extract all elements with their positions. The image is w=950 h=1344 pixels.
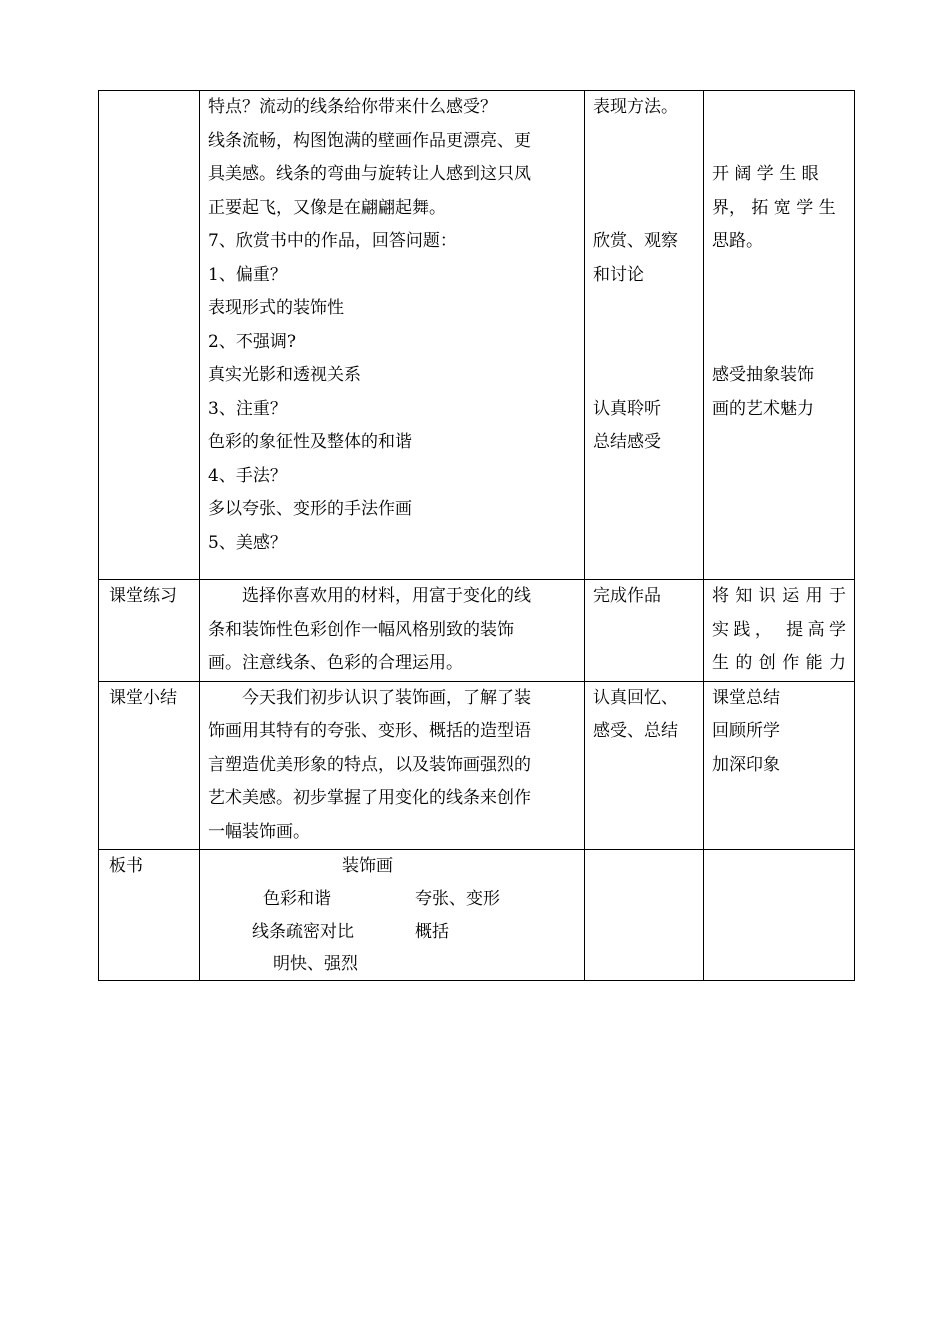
design-intent-cell: [704, 91, 855, 580]
content-line: 正要起飞，又像是在翩翩起舞。: [208, 197, 446, 218]
content-line: 一幅装饰画。: [208, 821, 310, 842]
blackboard-cell: [200, 850, 585, 981]
content-line: 艺术美感。初步掌握了用变化的线条来创作: [208, 788, 531, 808]
design-intent-cell: [704, 681, 855, 850]
design-intent-line: 感受抽象装饰: [712, 365, 814, 385]
design-intent-line: 加深印象: [712, 754, 780, 775]
student-activity-cell: [585, 681, 704, 850]
blackboard-item: 夸张、变形: [415, 889, 500, 909]
design-intent-line: 开 阔 学 生 眼: [712, 164, 819, 184]
lesson-plan-table: [98, 90, 855, 981]
stage-label: 课堂小结: [99, 681, 200, 850]
design-intent-line: 思路。: [712, 231, 763, 251]
stage-cell: [99, 91, 200, 580]
content-line: 多以夸张、变形的手法作画: [208, 499, 412, 519]
design-intent-line: 回顾所学: [712, 721, 780, 741]
design-intent-line: 生的创作能力: [712, 653, 846, 673]
student-activity-line: 认真回忆、: [593, 687, 678, 708]
table-row: [99, 91, 855, 580]
content-line: 7、欣赏书中的作品，回答问题：: [208, 231, 457, 251]
content-line: 色彩的象征性及整体的和谐: [208, 432, 412, 452]
student-activity-cell: [585, 850, 704, 981]
content-line: 真实光影和透视关系: [208, 365, 361, 385]
blackboard-item: 色彩和谐: [263, 889, 331, 909]
content-cell: [200, 681, 585, 850]
design-intent-line: 将知识运用于: [712, 586, 846, 606]
content-cell: [200, 91, 585, 580]
content-line: 4、手法？: [208, 465, 287, 486]
content-line: 5、美感？: [208, 532, 287, 553]
design-intent-cell: [704, 580, 855, 682]
table-row: [99, 681, 855, 850]
content-line: 今天我们初步认识了装饰画，了解了装: [242, 687, 531, 708]
design-intent-line: 画的艺术魅力: [712, 398, 814, 419]
blackboard-layout: [208, 850, 576, 980]
student-activity-line: 表现方法。: [593, 97, 678, 117]
student-activity-line: 欣赏、观察: [593, 231, 678, 251]
content-line: 特点？流动的线条给你带来什么感受？: [208, 97, 497, 117]
blackboard-item: 线条疏密对比: [252, 922, 354, 942]
content-line: 具美感。线条的弯曲与旋转让人感到这只凤: [208, 164, 531, 184]
student-activity-line: 和讨论: [593, 264, 644, 285]
blackboard-item: 概括: [415, 922, 449, 942]
content-line: 线条流畅，构图饱满的壁画作品更漂亮、更: [208, 130, 531, 151]
student-activity-line: 感受、总结: [593, 721, 678, 741]
content-line: 饰画用其特有的夸张、变形、概括的造型语: [208, 721, 531, 741]
design-intent-line: 课堂总结: [712, 687, 780, 708]
student-activity-cell: [585, 580, 704, 682]
table-row: [99, 850, 855, 981]
content-line: 1、偏重？: [208, 264, 287, 285]
content-line: 言塑造优美形象的特点，以及装饰画强烈的: [208, 754, 531, 775]
content-line: 画。注意线条、色彩的合理运用。: [208, 653, 463, 673]
content-line: 3、注重？: [208, 398, 287, 419]
stage-label: 课堂练习: [99, 580, 200, 682]
stage-label: 板书: [99, 850, 200, 981]
design-intent-line: 实践， 提高学: [712, 619, 846, 640]
content-line: 表现形式的装饰性: [208, 298, 344, 318]
content-cell: [200, 580, 585, 682]
student-activity-line: 完成作品: [593, 586, 661, 606]
student-activity-line: 总结感受: [593, 432, 661, 452]
content-line: 选择你喜欢用的材料，用富于变化的线: [242, 586, 531, 606]
blackboard-title: 装饰画: [342, 856, 393, 876]
design-intent-cell: [704, 850, 855, 981]
blackboard-item: 明快、强烈: [273, 954, 358, 974]
design-intent-line: 界， 拓 宽 学 生: [712, 197, 836, 218]
student-activity-cell: [585, 91, 704, 580]
table-row: [99, 580, 855, 682]
content-line: 2、不强调?: [208, 331, 296, 352]
student-activity-line: 认真聆听: [593, 398, 661, 419]
content-line: 条和装饰性色彩创作一幅风格别致的装饰: [208, 619, 514, 640]
